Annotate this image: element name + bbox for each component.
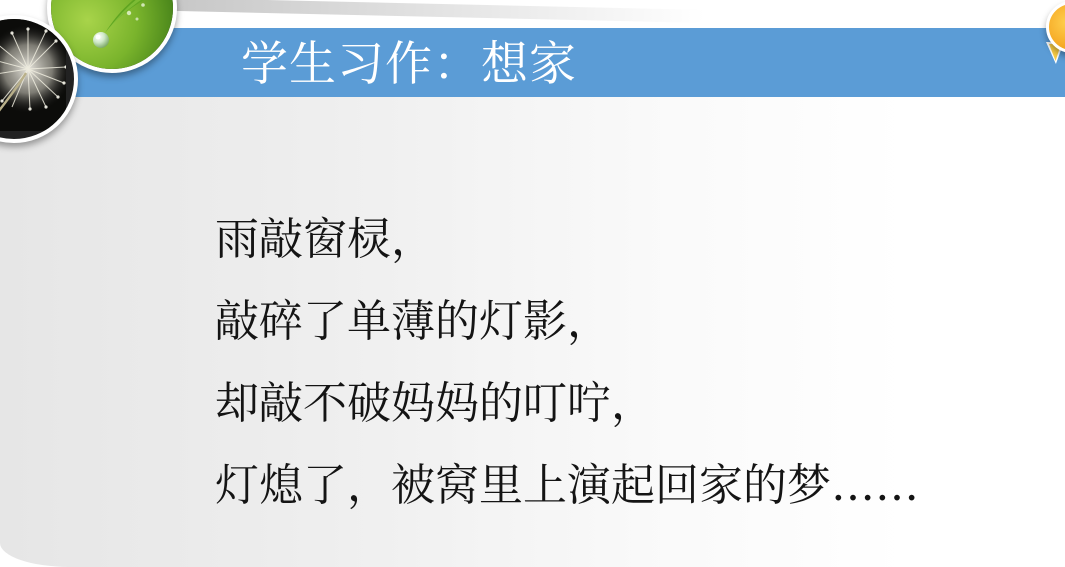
poem-text: [215, 199, 919, 527]
slide-title: 学生习作：想家: [241, 36, 577, 92]
poem-line: 雨敲窗棂，: [215, 214, 435, 265]
poem-line: 却敲不破妈妈的叮咛，: [215, 378, 655, 429]
dandelion-icon: [0, 19, 66, 131]
poem-line: 敲碎了单薄的灯影，: [215, 296, 611, 347]
poem-line: 灯熄了，被窝里上演起回家的梦……: [215, 460, 919, 511]
